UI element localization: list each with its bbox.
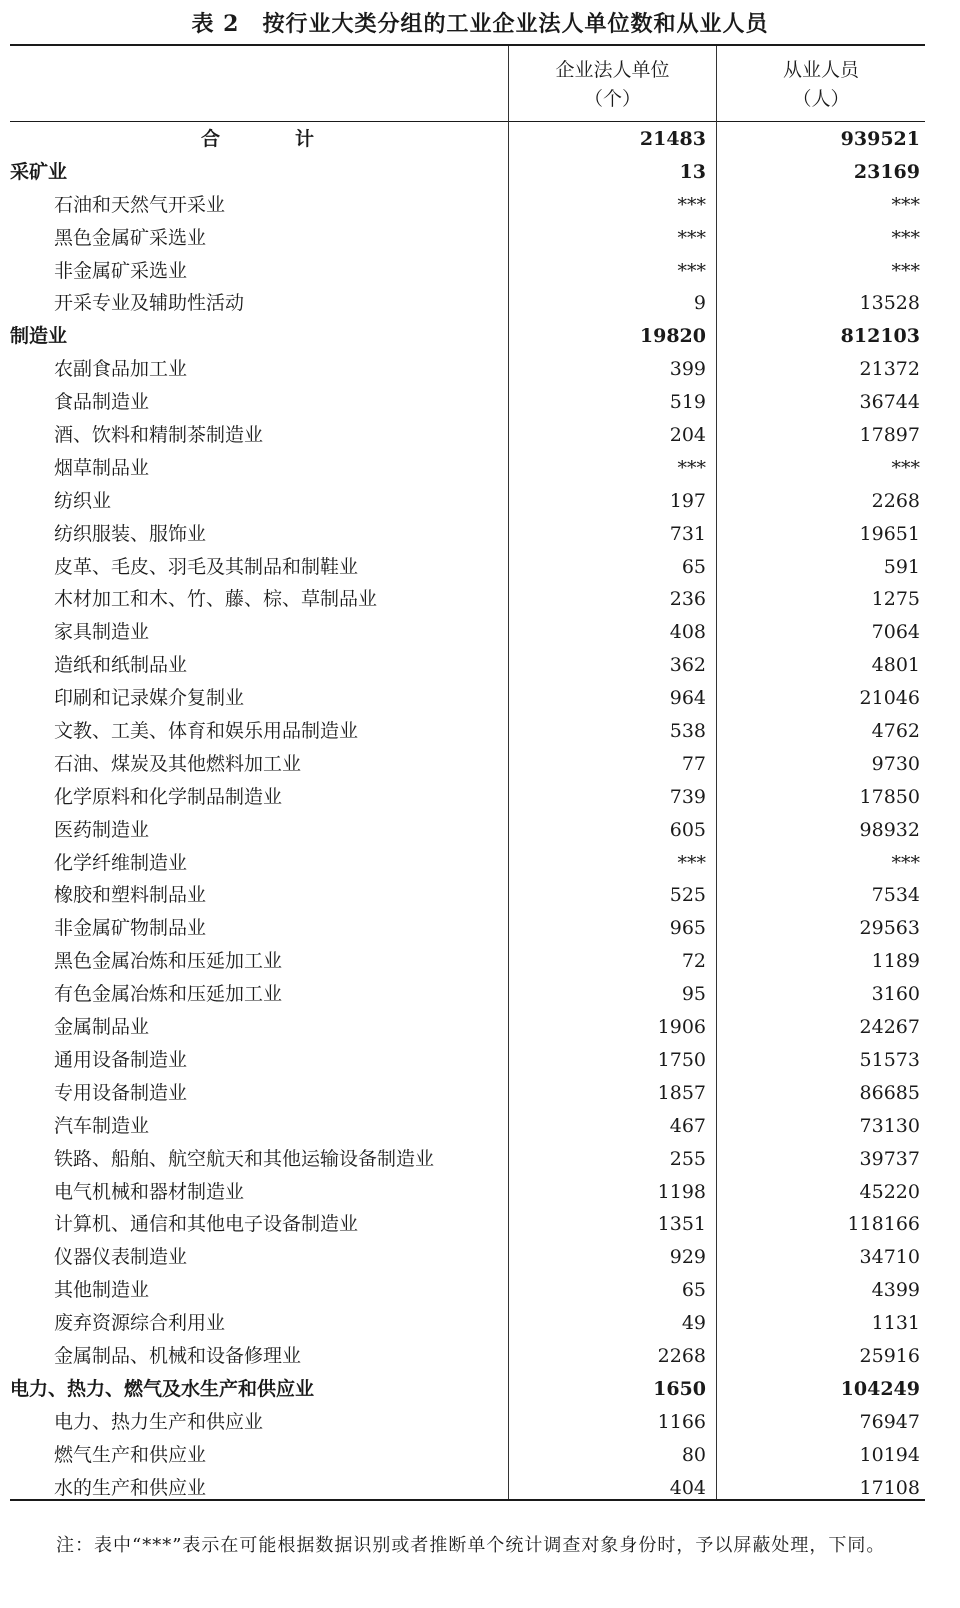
employee-count: 29563 xyxy=(859,917,920,940)
employee-count: 86685 xyxy=(859,1081,920,1104)
industry-name: 制造业 xyxy=(10,325,68,348)
employee-count: 21372 xyxy=(859,358,920,381)
employee-count: 73130 xyxy=(859,1114,920,1137)
employee-count: 13528 xyxy=(859,292,920,315)
employee-count: 7534 xyxy=(871,884,920,907)
industry-name: 文教、工美、体育和娱乐用品制造业 xyxy=(54,720,359,743)
industry-name: 通用设备制造业 xyxy=(54,1048,188,1071)
header-rule xyxy=(10,121,925,122)
employee-count: *** xyxy=(891,456,920,479)
industry-name: 铁路、船舶、航空航天和其他运输设备制造业 xyxy=(54,1147,435,1170)
employee-count: *** xyxy=(891,226,920,249)
table-row xyxy=(10,1472,925,1505)
unit-count: 739 xyxy=(669,785,706,808)
footnote: 注：表中“***”表示在可能根据数据识别或者推断单个统计调查对象身份时，予以屏蔽处理，下同。 xyxy=(56,1535,886,1556)
industry-name: 木材加工和木、竹、藤、棕、草制品业 xyxy=(54,588,378,611)
table-row xyxy=(10,485,925,518)
unit-count: 80 xyxy=(681,1443,706,1466)
table-row xyxy=(10,945,925,978)
unit-count: 9 xyxy=(693,292,706,315)
unit-count: 964 xyxy=(669,687,706,710)
employee-count: 98932 xyxy=(859,818,920,841)
industry-name: 开采专业及辅助性活动 xyxy=(54,292,245,315)
table-row xyxy=(10,1373,925,1406)
employee-count: 812103 xyxy=(840,325,920,348)
industry-name: 专用设备制造业 xyxy=(54,1081,188,1104)
employee-count: 1275 xyxy=(871,588,920,611)
table-row xyxy=(10,715,925,748)
table-row xyxy=(10,551,925,584)
employee-count: 591 xyxy=(883,555,920,578)
employee-count: 104249 xyxy=(840,1377,920,1400)
employee-count: *** xyxy=(891,851,920,874)
unit-count: 538 xyxy=(669,720,706,743)
industry-name: 采矿业 xyxy=(10,160,68,183)
table-row xyxy=(10,1044,925,1077)
unit-count: 65 xyxy=(681,1279,706,1302)
unit-count: 13 xyxy=(679,160,706,183)
employee-count: 1131 xyxy=(871,1312,920,1335)
industry-name: 废弃资源综合利用业 xyxy=(54,1312,226,1335)
unit-count: *** xyxy=(677,193,706,216)
unit-count: 1198 xyxy=(657,1180,706,1203)
table-row xyxy=(10,847,925,880)
employee-count: 25916 xyxy=(859,1344,920,1367)
employee-count: 24267 xyxy=(859,1016,920,1039)
unit-count: 519 xyxy=(669,391,706,414)
unit-count: 362 xyxy=(669,654,706,677)
unit-count: *** xyxy=(677,226,706,249)
unit-count: 77 xyxy=(681,752,706,775)
unit-count: 1857 xyxy=(657,1081,706,1104)
industry-name: 燃气生产和供应业 xyxy=(54,1443,207,1466)
table-row xyxy=(10,1208,925,1241)
header-employees-column xyxy=(717,56,925,114)
employee-count: 4762 xyxy=(871,720,920,743)
table-row xyxy=(10,1274,925,1307)
industry-name: 化学纤维制造业 xyxy=(54,851,188,874)
employee-count: 19651 xyxy=(859,522,920,545)
table-row xyxy=(10,583,925,616)
industry-name: 电气机械和器材制造业 xyxy=(54,1180,245,1203)
employee-count: 939521 xyxy=(840,128,920,150)
table-row xyxy=(10,781,925,814)
table-row xyxy=(10,1340,925,1373)
industry-name: 酒、饮料和精制茶制造业 xyxy=(54,424,264,447)
employee-count: 39737 xyxy=(859,1147,920,1170)
industry-name: 其他制造业 xyxy=(54,1279,150,1302)
table-row xyxy=(10,386,925,419)
unit-count: *** xyxy=(677,456,706,479)
unit-count: 21483 xyxy=(639,128,706,150)
employee-count: 2268 xyxy=(871,489,920,512)
employee-count: 10194 xyxy=(859,1443,920,1466)
table-row xyxy=(10,222,925,255)
industry-name: 非金属矿物制品业 xyxy=(54,917,207,940)
unit-count: 467 xyxy=(669,1114,706,1137)
table-row xyxy=(10,518,925,551)
employee-count: 3160 xyxy=(871,983,920,1006)
employee-count: 21046 xyxy=(859,687,920,710)
unit-count: 1166 xyxy=(657,1410,706,1433)
unit-count: 1750 xyxy=(657,1048,706,1071)
industry-name: 印刷和记录媒介复制业 xyxy=(54,687,245,710)
industry-name: 化学原料和化学制品制造业 xyxy=(54,785,283,808)
industry-name: 黑色金属冶炼和压延加工业 xyxy=(54,950,283,973)
top-rule xyxy=(10,44,925,46)
unit-count: 1906 xyxy=(657,1016,706,1039)
employee-count: 23169 xyxy=(853,160,920,183)
employee-count: 4801 xyxy=(871,654,920,677)
industry-name: 家具制造业 xyxy=(54,621,150,644)
header-units-unit: （个） xyxy=(583,88,641,110)
industry-name: 纺织服装、服饰业 xyxy=(54,522,207,545)
industry-name: 橡胶和塑料制品业 xyxy=(54,884,207,907)
unit-count: 19820 xyxy=(639,325,706,348)
industry-name: 汽车制造业 xyxy=(54,1114,150,1137)
table-row xyxy=(10,682,925,715)
employee-count: *** xyxy=(891,193,920,216)
unit-count: 525 xyxy=(669,884,706,907)
industry-name: 食品制造业 xyxy=(54,391,150,414)
industry-name: 医药制造业 xyxy=(54,818,150,841)
employee-count: 51573 xyxy=(859,1048,920,1071)
header-units-label: 企业法人单位 xyxy=(555,59,670,81)
industry-name: 皮革、毛皮、羽毛及其制品和制鞋业 xyxy=(54,555,359,578)
unit-count: 95 xyxy=(681,983,706,1006)
table-row xyxy=(10,287,925,320)
employee-count: 7064 xyxy=(871,621,920,644)
employee-count: 36744 xyxy=(859,391,920,414)
table-row xyxy=(10,1011,925,1044)
employee-count: 76947 xyxy=(859,1410,920,1433)
table-row xyxy=(10,123,925,156)
employee-count: 17850 xyxy=(859,785,920,808)
employee-count: 1189 xyxy=(871,950,920,973)
table-row xyxy=(10,189,925,222)
table-row xyxy=(10,1143,925,1176)
table-row xyxy=(10,419,925,452)
unit-count: 965 xyxy=(669,917,706,940)
industry-name: 有色金属冶炼和压延加工业 xyxy=(54,983,283,1006)
industry-name: 金属制品、机械和设备修理业 xyxy=(54,1344,302,1367)
header-employees-label: 从业人员 xyxy=(782,59,859,81)
employee-count: *** xyxy=(891,259,920,282)
unit-count: 929 xyxy=(669,1246,706,1269)
industry-name: 黑色金属矿采选业 xyxy=(54,226,207,249)
employee-count: 45220 xyxy=(859,1180,920,1203)
table-row xyxy=(10,1176,925,1209)
table-row xyxy=(10,649,925,682)
employee-count: 118166 xyxy=(847,1213,920,1236)
unit-count: 2268 xyxy=(657,1344,706,1367)
unit-count: 605 xyxy=(669,818,706,841)
unit-count: 255 xyxy=(669,1147,706,1170)
table-row xyxy=(10,255,925,288)
employee-count: 17108 xyxy=(859,1476,920,1499)
table-body xyxy=(10,123,925,1504)
table-title: 表 2 按行业大类分组的工业企业法人单位数和从业人员 xyxy=(191,11,769,37)
table-row xyxy=(10,879,925,912)
unit-count: *** xyxy=(677,851,706,874)
unit-count: 197 xyxy=(669,489,706,512)
unit-count: *** xyxy=(677,259,706,282)
table-row xyxy=(10,1110,925,1143)
unit-count: 404 xyxy=(669,1476,706,1499)
employee-count: 34710 xyxy=(859,1246,920,1269)
industry-name: 电力、热力、燃气及水生产和供应业 xyxy=(10,1377,315,1400)
industry-name: 金属制品业 xyxy=(54,1016,150,1039)
table-row xyxy=(10,320,925,353)
table-row xyxy=(10,156,925,189)
unit-count: 399 xyxy=(669,358,706,381)
unit-count: 731 xyxy=(669,522,706,545)
industry-name: 石油、煤炭及其他燃料加工业 xyxy=(54,752,302,775)
table-row xyxy=(10,1307,925,1340)
employee-count: 17897 xyxy=(859,424,920,447)
industry-name: 造纸和纸制品业 xyxy=(54,654,188,677)
unit-count: 1650 xyxy=(653,1377,706,1400)
industry-name: 计算机、通信和其他电子设备制造业 xyxy=(54,1213,359,1236)
industry-name: 纺织业 xyxy=(54,489,112,512)
table-row xyxy=(10,1241,925,1274)
employee-count: 4399 xyxy=(871,1279,920,1302)
industry-name: 农副食品加工业 xyxy=(54,358,188,381)
table-row xyxy=(10,978,925,1011)
table-row xyxy=(10,814,925,847)
table-row xyxy=(10,1077,925,1110)
industry-name: 烟草制品业 xyxy=(54,456,150,479)
table-row xyxy=(10,1406,925,1439)
industry-name: 仪器仪表制造业 xyxy=(54,1246,188,1269)
table-row xyxy=(10,353,925,386)
header-units-column xyxy=(509,56,716,114)
table-row xyxy=(10,452,925,485)
unit-count: 204 xyxy=(669,424,706,447)
employee-count: 9730 xyxy=(871,752,920,775)
industry-name: 合 计 xyxy=(200,128,342,150)
industry-name: 非金属矿采选业 xyxy=(54,259,188,282)
industry-name: 水的生产和供应业 xyxy=(54,1476,207,1499)
unit-count: 408 xyxy=(669,621,706,644)
header-employees-unit: （人） xyxy=(792,88,850,110)
industry-name: 石油和天然气开采业 xyxy=(54,193,226,216)
table-row xyxy=(10,1439,925,1472)
table-row xyxy=(10,748,925,781)
industry-name: 电力、热力生产和供应业 xyxy=(54,1410,264,1433)
unit-count: 72 xyxy=(681,950,706,973)
unit-count: 1351 xyxy=(657,1213,706,1236)
table-row xyxy=(10,616,925,649)
unit-count: 49 xyxy=(681,1312,706,1335)
unit-count: 65 xyxy=(681,555,706,578)
unit-count: 236 xyxy=(669,588,706,611)
table-row xyxy=(10,912,925,945)
